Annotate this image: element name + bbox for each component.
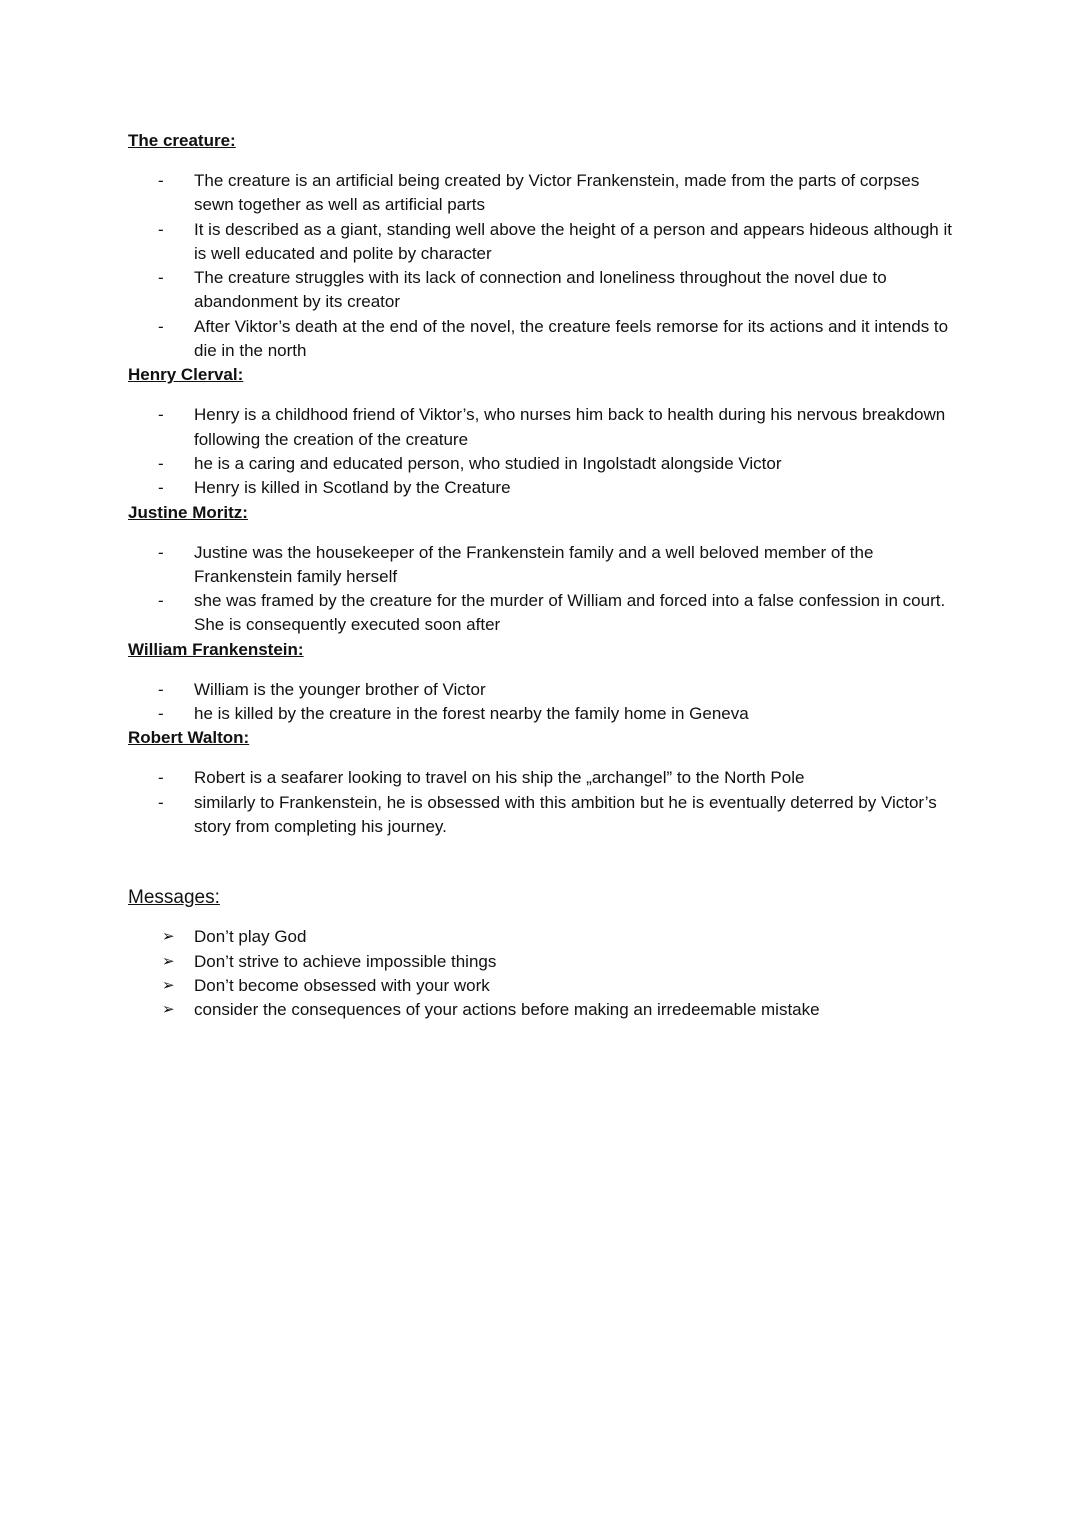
dash-bullet-icon [158,541,174,565]
list-item [128,476,958,500]
section-robert-walton [128,726,958,839]
list-item-text: It is described as a giant, standing well above the height of a person and appears hideous although it is well educated and polite by character [194,219,952,263]
list-item [128,998,958,1022]
list-item [128,791,958,840]
arrow-bullet-icon [162,925,178,949]
list-item [128,974,958,998]
list-item [128,925,958,949]
list-item-text: Robert is a seafarer looking to travel on his ship the „archangel” to the North Pole [194,768,805,788]
list-item [128,678,958,702]
section-heading: William Frankenstein: [128,639,304,659]
dash-bullet-icon [158,403,174,427]
document-content [128,129,958,1022]
list-item-text: Justine was the housekeeper of the Frankenstein family and a well beloved member of the Frankenstein family herself [194,542,874,586]
list-item-text: Don’t play God [194,927,307,947]
list-item-text: The creature struggles with its lack of connection and loneliness throughout the novel due to abandonment by its creator [194,268,887,312]
dash-bullet-icon [158,791,174,815]
list-item-text: The creature is an artificial being created by Victor Frankenstein, made from the parts of corpses sewn together as well as artificial parts [194,171,920,215]
list-item-text: Don’t become obsessed with your work [194,975,490,995]
section-heading: Robert Walton: [128,728,250,748]
section-spacer [128,839,958,885]
section-william-frankenstein [128,638,958,727]
list-item-text: After Viktor’s death at the end of the novel, the creature feels remorse for its actions and it intends to die in the north [194,316,949,361]
arrow-bullet-icon [162,950,178,974]
list-item-text: he is a caring and educated person, who studied in Ingolstadt alongside Victor [194,453,782,473]
dash-bullet-icon [158,266,174,290]
section-heading: Messages: [128,887,220,909]
list-item [128,315,958,364]
bullet-list [128,766,958,839]
list-item [128,950,958,974]
dash-bullet-icon [158,766,174,790]
bullet-list [128,403,958,500]
list-item [128,266,958,315]
section-heading: Justine Moritz: [128,502,248,522]
list-item-text: Don’t strive to achieve impossible things [194,951,497,971]
list-item-text: she was framed by the creature for the murder of William and forced into a false confession in court. She is consequently executed soon after [194,591,946,635]
list-item [128,403,958,452]
dash-bullet-icon [158,452,174,476]
bullet-list [128,169,958,363]
section-messages [128,885,958,1022]
list-item-text: similarly to Frankenstein, he is obsessed with this ambition but he is eventually deterred by Victor’s story from completing his journey. [194,792,937,836]
bullet-list [128,541,958,638]
dash-bullet-icon [158,702,174,726]
arrow-bullet-icon [162,998,178,1022]
list-item-text: he is killed by the creature in the forest nearby the family home in Geneva [194,704,749,724]
list-item-text: consider the consequences of your actions before making an irredeemable mistake [194,1000,820,1020]
arrow-list [128,925,958,1022]
arrow-bullet-icon [162,974,178,998]
list-item-text: William is the younger brother of Victor [194,679,486,699]
list-item [128,541,958,590]
list-item-text: Henry is a childhood friend of Viktor’s, who nurses him back to health during his nervous breakdown following the creation of the creature [194,405,946,449]
list-item [128,702,958,726]
dash-bullet-icon [158,218,174,242]
list-item-text: Henry is killed in Scotland by the Creature [194,478,511,498]
dash-bullet-icon [158,589,174,613]
bullet-list [128,678,958,727]
section-justine-moritz [128,501,958,638]
list-item [128,766,958,790]
dash-bullet-icon [158,315,174,339]
list-item [128,589,958,638]
list-item [128,452,958,476]
section-henry-clerval [128,363,958,500]
dash-bullet-icon [158,476,174,500]
dash-bullet-icon [158,678,174,702]
section-the-creature [128,129,958,363]
list-item [128,218,958,267]
list-item [128,169,958,218]
section-heading: Henry Clerval: [128,365,244,385]
dash-bullet-icon [158,169,174,193]
section-heading: The creature: [128,131,236,150]
